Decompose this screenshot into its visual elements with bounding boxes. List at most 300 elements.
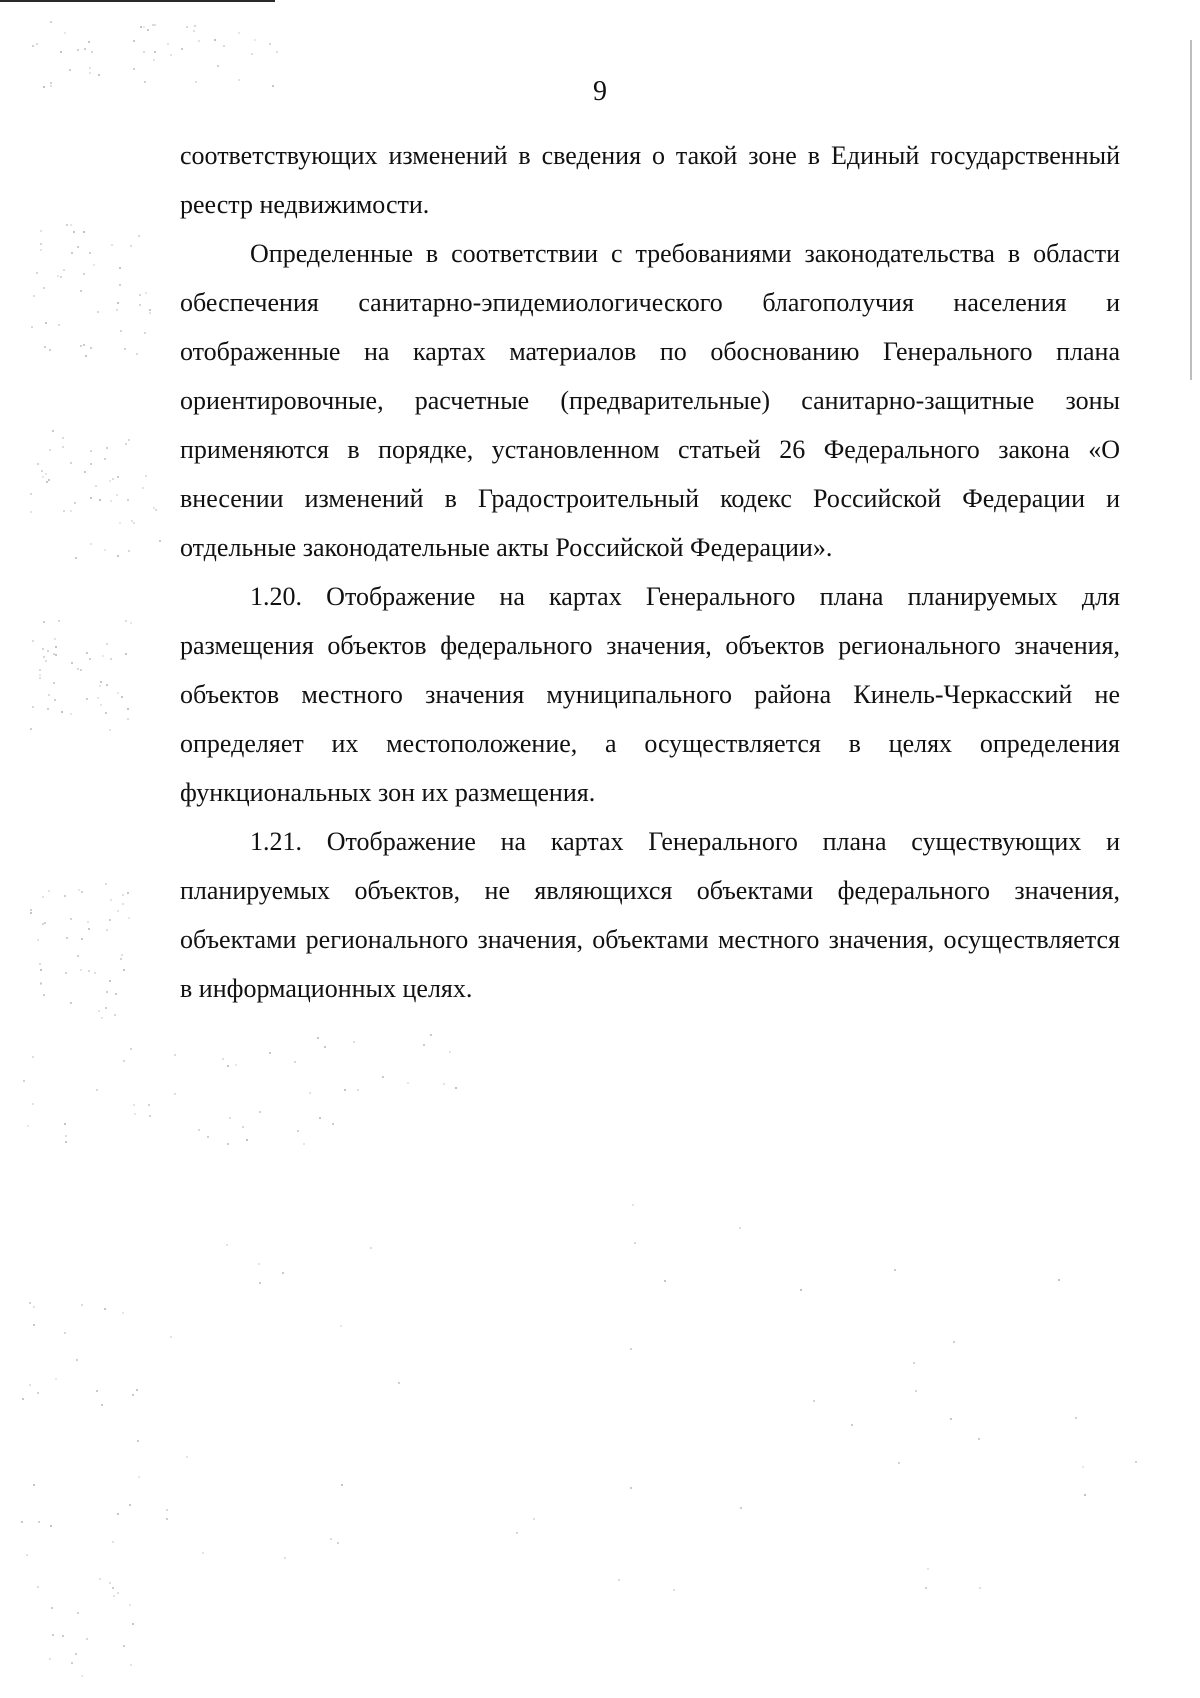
paragraph-1-21: 1.21. Отображение на картах Генерального плана существующих и планируемых объектов, не являющихся объектами федерального значения, объектами регионального значения, объектами местного значения, осуществляется в информационных целях.: [180, 827, 1120, 1003]
scan-speck: [49, 349, 51, 351]
scan-speck: [31, 326, 33, 328]
scan-speck: [65, 972, 67, 974]
scan-speck: [357, 1089, 359, 1091]
scan-speck: [800, 1289, 802, 1291]
scan-speck: [123, 969, 125, 971]
scan-speck: [186, 26, 188, 28]
scan-speck: [85, 355, 87, 357]
scan-speck: [50, 82, 52, 84]
scan-speck: [186, 1456, 188, 1458]
scan-speck: [332, 1123, 334, 1125]
scan-speck: [242, 1126, 244, 1128]
scan-speck: [88, 928, 90, 930]
scan-speck: [207, 1136, 209, 1138]
scan-speck: [114, 1014, 116, 1016]
scan-speck: [94, 972, 96, 974]
scan-speck: [148, 1104, 150, 1106]
scan-speck: [71, 1662, 73, 1664]
scan-speck: [105, 1007, 107, 1009]
scan-speck: [246, 1139, 248, 1141]
scan-speck: [40, 249, 42, 251]
scan-speck: [63, 510, 65, 512]
scan-speck: [97, 697, 99, 699]
scan-speck: [341, 1484, 343, 1486]
scan-speck: [54, 638, 56, 640]
scan-speck: [43, 86, 45, 88]
scan-speck: [64, 1332, 66, 1334]
scan-speck: [47, 708, 49, 710]
scan-speck: [382, 1076, 384, 1078]
scan-speck: [533, 1518, 535, 1520]
scan-speck: [22, 1398, 24, 1400]
scan-speck: [100, 681, 102, 683]
scan-speck: [123, 1645, 125, 1647]
scan-speck: [128, 439, 130, 441]
scan-speck: [111, 244, 113, 246]
scan-speck: [52, 1634, 54, 1636]
scan-speck: [136, 353, 138, 355]
scan-speck: [269, 1052, 271, 1054]
scan-speck: [61, 711, 63, 713]
paragraph-sanitary-zones: Определенные в соответствии с требованиями законодательства в области обеспечения санитарно-эпидемиологического благополучия населения и отображенные на картах материалов по обоснованию Генерального плана ориентировочные, расчетные (предварительные) санитарно-защитные зоны применяются в порядке, установленном статьей 26 Федерального закона «О внесении изменений в Градостроительный кодекс Российской Федерации и отдельные законодательные акты Российской Федерации».: [180, 239, 1120, 562]
scan-speck: [337, 1542, 339, 1544]
scan-speck: [142, 487, 144, 489]
scan-speck: [284, 1557, 286, 1559]
scan-speck: [133, 68, 135, 70]
scan-speck: [65, 1141, 67, 1143]
scan-speck: [70, 918, 72, 920]
scan-speck: [104, 549, 106, 551]
scan-speck: [144, 81, 146, 83]
scan-speck: [166, 1518, 168, 1520]
scan-speck: [55, 646, 57, 648]
scan-speck: [100, 704, 102, 706]
scan-speck: [125, 653, 127, 655]
scan-speck: [97, 311, 99, 313]
scan-speck: [927, 1568, 929, 1570]
scan-speck: [127, 708, 129, 710]
scan-speck: [81, 938, 83, 940]
scan-speck: [29, 1384, 31, 1386]
scan-speck: [37, 463, 39, 465]
scan-speck: [38, 1521, 40, 1523]
scan-speck: [181, 48, 183, 50]
scan-speck: [62, 437, 64, 439]
scan-speck: [117, 692, 119, 694]
scan-speck: [145, 475, 147, 477]
scan-speck: [42, 648, 44, 650]
scan-speck: [106, 643, 108, 645]
scan-speck: [226, 1244, 228, 1246]
scan-speck: [143, 26, 145, 28]
scan-speck: [138, 1476, 140, 1478]
scan-speck: [88, 970, 90, 972]
paragraph-continuation: соответствующих изменений в сведения о такой зоне в Единый государственный реестр недвижимости.: [180, 141, 1120, 219]
scan-speck: [297, 1130, 299, 1132]
scan-speck: [43, 287, 45, 289]
scan-speck: [80, 290, 82, 292]
scan-speck: [109, 729, 111, 731]
scan-speck: [194, 25, 196, 27]
scan-speck: [49, 449, 51, 451]
scan-speck: [40, 243, 42, 245]
scan-speck: [117, 1592, 119, 1594]
scan-speck: [127, 499, 129, 501]
scan-speck: [193, 30, 195, 32]
scan-speck: [101, 1404, 103, 1406]
scan-speck: [1082, 1466, 1084, 1468]
scan-speck: [630, 1487, 632, 1489]
scan-speck: [324, 1046, 326, 1048]
scan-speck: [139, 304, 141, 306]
scan-speck: [80, 969, 82, 971]
scan-speck: [739, 1227, 741, 1229]
scan-speck: [83, 273, 85, 275]
scan-speck: [120, 330, 122, 332]
scan-edge-top: [0, 0, 275, 2]
scan-speck: [23, 1080, 25, 1082]
scan-speck: [294, 1061, 296, 1063]
scan-speck: [443, 1083, 445, 1085]
scan-speck: [124, 348, 126, 350]
scan-speck: [70, 1002, 72, 1004]
scan-speck: [128, 550, 130, 552]
scan-speck: [106, 991, 108, 993]
scan-speck: [227, 1143, 229, 1145]
scan-speck: [50, 85, 52, 87]
scan-speck: [104, 458, 106, 460]
scan-speck: [740, 1507, 742, 1509]
scan-speck: [152, 24, 154, 26]
scan-speck: [30, 493, 32, 495]
scan-speck: [41, 470, 43, 472]
scan-speck: [75, 1653, 77, 1655]
scan-speck: [516, 1532, 518, 1534]
scan-speck: [153, 507, 155, 509]
scan-speck: [259, 1111, 261, 1113]
scan-speck: [149, 309, 151, 311]
scan-speck: [44, 346, 46, 348]
scan-speck: [42, 476, 44, 478]
scan-speck: [664, 1280, 666, 1282]
scan-speck: [319, 1117, 321, 1119]
scan-speck: [29, 1302, 31, 1304]
scan-speck: [60, 51, 62, 53]
scan-speck: [272, 85, 274, 87]
scan-speck: [950, 1418, 952, 1420]
scan-speck: [340, 1325, 342, 1327]
scan-speck: [170, 54, 172, 56]
scan-speck: [89, 658, 91, 660]
scan-speck: [116, 309, 118, 311]
scan-speck: [99, 499, 101, 501]
scan-speck: [77, 1612, 79, 1614]
scan-speck: [64, 1123, 66, 1125]
scan-speck: [159, 540, 161, 542]
scan-speck: [344, 1089, 346, 1091]
scan-speck: [70, 224, 72, 226]
scan-speck: [26, 1554, 28, 1556]
scan-speck: [145, 292, 147, 294]
scan-speck: [913, 1362, 915, 1364]
scan-speck: [89, 67, 91, 69]
scan-speck: [132, 1394, 134, 1396]
scan-speck: [64, 32, 66, 34]
scan-speck: [143, 51, 145, 53]
scan-speck: [125, 443, 127, 445]
scan-speck: [122, 894, 124, 896]
scan-speck: [217, 65, 219, 67]
scan-speck: [58, 324, 60, 326]
scan-speck: [227, 1065, 229, 1067]
scan-speck: [96, 1089, 98, 1091]
scan-speck: [117, 476, 119, 478]
scan-speck: [93, 264, 95, 266]
scan-speck: [40, 982, 42, 984]
scan-speck: [57, 275, 59, 277]
scan-speck: [110, 899, 112, 901]
scan-speck: [86, 652, 88, 654]
scan-speck: [78, 889, 80, 891]
scan-speck: [77, 668, 79, 670]
scan-speck: [32, 640, 34, 642]
scan-speck: [139, 294, 141, 296]
scan-speck: [37, 939, 39, 941]
scan-speck: [155, 509, 157, 511]
scan-speck: [112, 478, 114, 480]
scan-speck: [77, 246, 79, 248]
scan-speck: [174, 1054, 176, 1056]
scan-speck: [423, 1044, 425, 1046]
scan-speck: [33, 1324, 35, 1326]
scan-speck: [33, 295, 35, 297]
scan-speck: [119, 522, 121, 524]
scan-speck: [80, 669, 82, 671]
scan-speck: [30, 511, 32, 513]
scan-speck: [81, 891, 83, 893]
scan-speck: [77, 49, 79, 51]
scan-speck: [105, 883, 107, 885]
scan-speck: [32, 1056, 34, 1058]
scan-speck: [134, 1113, 136, 1115]
scan-speck: [39, 677, 41, 679]
scan-speck: [71, 252, 73, 254]
document-body: [180, 131, 1120, 1013]
scan-speck: [52, 430, 54, 432]
scan-speck: [630, 1348, 632, 1350]
scan-speck: [45, 473, 47, 475]
scan-speck: [117, 302, 119, 304]
scan-speck: [129, 1504, 131, 1506]
scan-speck: [120, 958, 122, 960]
scan-speck: [21, 1521, 23, 1523]
scan-speck: [44, 922, 46, 924]
scan-speck: [259, 1282, 261, 1284]
scan-speck: [30, 728, 32, 730]
scan-speck: [309, 1092, 311, 1094]
scan-speck: [58, 620, 60, 622]
scan-speck: [66, 224, 68, 226]
scan-speck: [121, 954, 123, 956]
scan-speck: [48, 479, 50, 481]
scan-speck: [96, 1390, 98, 1392]
scan-speck: [84, 471, 86, 473]
scan-speck: [90, 347, 92, 349]
scan-speck: [147, 29, 149, 31]
scan-speck: [65, 1135, 67, 1137]
scan-speck: [55, 654, 57, 656]
scan-speck: [925, 1587, 927, 1589]
scan-speck: [634, 1242, 636, 1244]
scan-speck: [74, 502, 76, 504]
scan-speck: [45, 660, 47, 662]
scan-speck: [170, 1336, 172, 1338]
scan-speck: [131, 520, 133, 522]
scan-speck: [276, 51, 278, 53]
scan-speck: [105, 712, 107, 714]
scan-speck: [153, 59, 155, 61]
scan-speck: [117, 1513, 119, 1515]
scan-speck: [115, 993, 117, 995]
scan-speck: [53, 682, 55, 684]
scan-speck: [48, 890, 50, 892]
scan-speck: [83, 231, 85, 233]
scan-speck: [30, 912, 32, 914]
scan-speck: [81, 1304, 83, 1306]
scan-speck: [95, 485, 97, 487]
scan-speck: [303, 1143, 305, 1145]
scan-speck: [37, 1392, 39, 1394]
scan-speck: [81, 1675, 83, 1677]
scan-speck: [978, 1438, 980, 1440]
scan-speck: [144, 332, 146, 334]
scan-speck: [104, 1308, 106, 1310]
scan-speck: [54, 699, 56, 701]
scan-speck: [407, 1082, 409, 1084]
scan-speck: [229, 1117, 231, 1119]
scan-speck: [32, 1103, 34, 1105]
scan-speck: [32, 45, 34, 47]
scan-speck: [86, 698, 88, 700]
scan-speck: [174, 1093, 176, 1095]
scan-speck: [40, 969, 42, 971]
scan-speck: [89, 252, 91, 254]
scan-speck: [71, 662, 73, 664]
scan-speck: [1135, 1461, 1137, 1463]
scan-speck: [915, 1390, 917, 1392]
scan-speck: [110, 658, 112, 660]
scan-speck: [63, 269, 65, 271]
scan-speck: [673, 1589, 675, 1591]
scan-speck: [116, 494, 118, 496]
scan-speck: [90, 543, 92, 545]
scan-speck: [73, 231, 75, 233]
scan-speck: [87, 921, 89, 923]
scan-speck: [109, 480, 111, 482]
scan-speck: [33, 1306, 35, 1308]
scan-speck: [449, 1051, 451, 1053]
scan-speck: [51, 1607, 53, 1609]
scan-speck: [130, 1664, 132, 1666]
scan-speck: [39, 674, 41, 676]
scan-speck: [137, 1440, 139, 1442]
scan-speck: [109, 1582, 111, 1584]
scan-speck: [86, 1638, 88, 1640]
scan-speck: [430, 1034, 432, 1036]
scan-speck: [62, 1635, 64, 1637]
scan-speck: [125, 620, 127, 622]
scan-speck: [88, 41, 90, 43]
scan-speck: [101, 1017, 103, 1019]
scan-speck: [149, 312, 151, 314]
scan-speck: [258, 1263, 260, 1265]
scan-speck: [112, 1587, 114, 1589]
scan-speck: [83, 344, 85, 346]
scan-speck: [851, 1424, 853, 1426]
scan-speck: [37, 1586, 39, 1588]
scan-speck: [117, 555, 119, 557]
scan-speck: [36, 43, 38, 45]
scan-speck: [618, 1579, 620, 1581]
scan-speck: [254, 39, 256, 41]
scan-speck: [202, 1552, 204, 1554]
scan-speck: [45, 322, 47, 324]
scan-speck: [99, 685, 101, 687]
scan-speck: [133, 522, 135, 524]
scan-speck: [269, 43, 271, 45]
scan-speck: [198, 1129, 200, 1131]
scan-speck: [76, 1359, 78, 1361]
scan-speck: [128, 917, 130, 919]
page-number: 9: [593, 76, 607, 107]
scan-speck: [70, 510, 72, 512]
scan-speck: [80, 345, 82, 347]
scan-speck: [130, 1048, 132, 1050]
scan-speck: [353, 1041, 355, 1043]
scan-speck: [43, 994, 45, 996]
scan-speck: [32, 706, 34, 708]
scan-speck: [47, 650, 49, 652]
scan-speck: [223, 45, 225, 47]
scan-speck: [1084, 1494, 1086, 1496]
scan-speck: [43, 656, 45, 658]
scan-speck: [30, 909, 32, 911]
scan-speck: [119, 267, 121, 269]
scan-speck: [109, 919, 111, 921]
scan-speck: [1075, 1417, 1077, 1419]
scan-speck: [50, 1525, 52, 1527]
scan-speck: [49, 1658, 51, 1660]
scan-speck: [39, 963, 41, 965]
scan-speck: [98, 1010, 100, 1012]
scan-speck: [75, 557, 77, 559]
scan-speck: [953, 1341, 955, 1343]
scan-speck: [398, 1382, 400, 1384]
scan-speck: [90, 463, 92, 465]
scan-speck: [123, 1060, 125, 1062]
scan-speck: [282, 1272, 284, 1274]
scan-speck: [89, 72, 91, 74]
scan-speck: [1058, 1279, 1060, 1281]
scan-speck: [214, 39, 216, 41]
scan-speck: [127, 718, 129, 720]
scan-speck: [106, 929, 108, 931]
scan-speck: [48, 694, 50, 696]
scan-speck: [813, 1400, 815, 1402]
scan-speck: [632, 1204, 634, 1206]
scan-speck: [167, 43, 169, 45]
scan-speck: [64, 895, 66, 897]
